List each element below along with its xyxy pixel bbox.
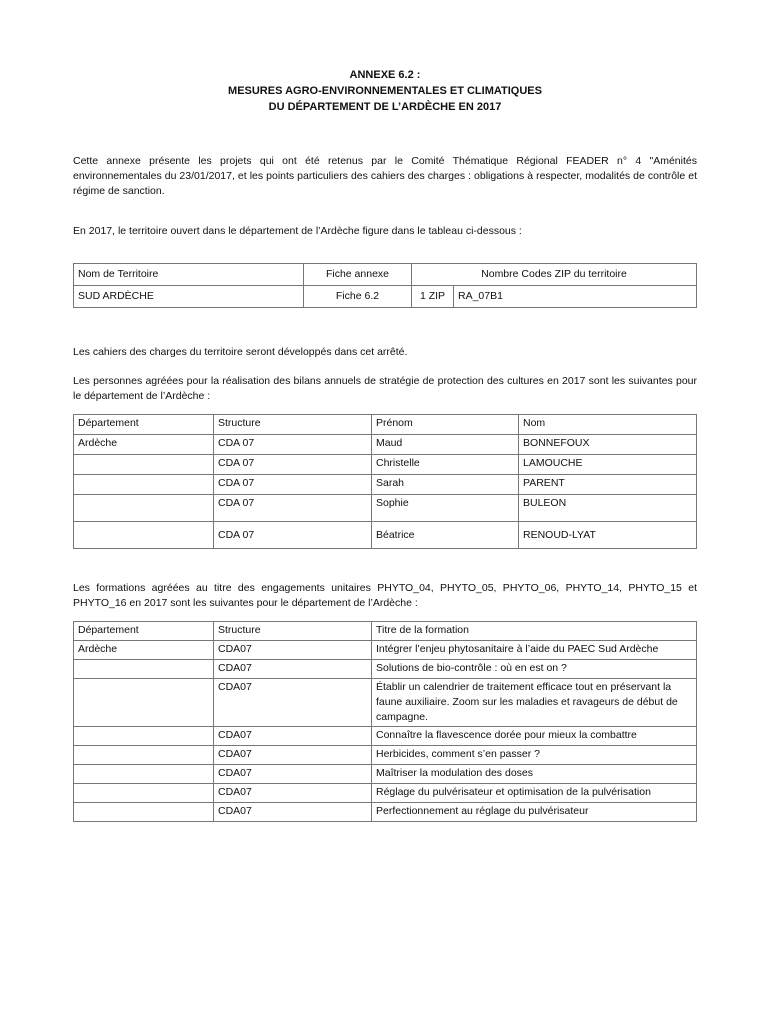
header-training-title: Titre de la formation bbox=[372, 621, 697, 640]
cell-department: Ardèche bbox=[74, 640, 214, 659]
header-structure: Structure bbox=[214, 415, 372, 435]
table-row bbox=[74, 286, 697, 308]
table-row bbox=[74, 783, 697, 802]
header-zip: Nombre Codes ZIP du territoire bbox=[412, 264, 697, 286]
header-lastname: Nom bbox=[519, 415, 697, 435]
cell-training-title: Perfectionnement au réglage du pulvérisateur bbox=[372, 802, 697, 821]
cell-firstname: Sarah bbox=[372, 475, 519, 495]
cell-department bbox=[74, 659, 214, 678]
title-line-3: DU DÉPARTEMENT DE L’ARDÈCHE EN 2017 bbox=[268, 100, 502, 113]
cell-structure: CDA07 bbox=[214, 764, 372, 783]
cell-department bbox=[74, 802, 214, 821]
cell-structure: CDA07 bbox=[214, 745, 372, 764]
cell-structure: CDA 07 bbox=[214, 495, 372, 522]
table-row bbox=[74, 640, 697, 659]
persons-table bbox=[73, 414, 697, 549]
cell-department bbox=[74, 522, 214, 549]
cell-department bbox=[74, 475, 214, 495]
table-header-row bbox=[74, 264, 697, 286]
intro-paragraph: Cette annexe présente les projets qui ont été retenus par le Comité Thématique Régional FEADER n° 4 "Aménités environnementales du 23/01/2017, et les points particuliers des cahiers des charges : obligations à respecter, modalités de contrôle et régime de sanction. bbox=[73, 154, 697, 197]
persons-intro: Les personnes agréées pour la réalisation des bilans annuels de stratégie de protection des cultures en 2017 sont les suivantes pour le département de l’Ardèche : bbox=[73, 375, 697, 403]
table-row bbox=[74, 764, 697, 783]
specs-paragraph: Les cahiers des charges du territoire seront développés dans cet arrêté. bbox=[73, 346, 408, 359]
cell-structure: CDA07 bbox=[214, 640, 372, 659]
table-row bbox=[74, 726, 697, 745]
cell-firstname: Béatrice bbox=[372, 522, 519, 549]
cell-firstname: Maud bbox=[372, 435, 519, 455]
territory-intro: En 2017, le territoire ouvert dans le département de l’Ardèche figure dans le tableau ci-dessous : bbox=[73, 224, 522, 237]
cell-training-title: Solutions de bio-contrôle : où en est on ? bbox=[372, 659, 697, 678]
cell-training-title: Connaître la flavescence dorée pour mieux la combattre bbox=[372, 726, 697, 745]
table-row bbox=[74, 455, 697, 475]
cell-structure: CDA07 bbox=[214, 678, 372, 726]
header-structure: Structure bbox=[214, 621, 372, 640]
cell-department bbox=[74, 495, 214, 522]
training-intro: Les formations agréées au titre des engagements unitaires PHYTO_04, PHYTO_05, PHYTO_06, PHYTO_14, PHYTO_15 et PHYTO_16 en 2017 sont les suivantes pour le département de l’Ardèche : bbox=[73, 582, 697, 610]
cell-training-title: Réglage du pulvérisateur et optimisation de la pulvérisation bbox=[372, 783, 697, 802]
table-header-row bbox=[74, 415, 697, 435]
title-line-2: MESURES AGRO-ENVIRONNEMENTALES ET CLIMATIQUES bbox=[228, 84, 542, 97]
cell-department: Ardèche bbox=[74, 435, 214, 455]
cell-structure: CDA07 bbox=[214, 659, 372, 678]
table-row bbox=[74, 522, 697, 549]
cell-structure: CDA 07 bbox=[214, 455, 372, 475]
cell-structure: CDA07 bbox=[214, 726, 372, 745]
header-firstname: Prénom bbox=[372, 415, 519, 435]
training-table bbox=[73, 621, 697, 822]
cell-training-title: Maîtriser la modulation des doses bbox=[372, 764, 697, 783]
cell-lastname: RENOUD-LYAT bbox=[519, 522, 697, 549]
cell-training-title: Établir un calendrier de traitement efficace tout en préservant la faune auxiliaire. Zoom sur les maladies et ravageurs de début de campagne. bbox=[372, 678, 697, 726]
cell-firstname: Sophie bbox=[372, 495, 519, 522]
cell-training-title: Intégrer l’enjeu phytosanitaire à l’aide du PAEC Sud Ardèche bbox=[372, 640, 697, 659]
cell-zip-code: RA_07B1 bbox=[454, 286, 697, 308]
cell-structure: CDA07 bbox=[214, 783, 372, 802]
cell-structure: CDA07 bbox=[214, 802, 372, 821]
cell-department bbox=[74, 726, 214, 745]
territory-table bbox=[73, 263, 697, 308]
title-line-1: ANNEXE 6.2 : bbox=[349, 69, 421, 81]
table-row bbox=[74, 495, 697, 522]
cell-lastname: PARENT bbox=[519, 475, 697, 495]
cell-structure: CDA 07 bbox=[214, 522, 372, 549]
header-sheet: Fiche annexe bbox=[304, 264, 412, 286]
cell-department bbox=[74, 678, 214, 726]
cell-zip-count: 1 ZIP bbox=[412, 286, 454, 308]
table-row bbox=[74, 435, 697, 455]
table-row bbox=[74, 745, 697, 764]
cell-department bbox=[74, 783, 214, 802]
cell-lastname: LAMOUCHE bbox=[519, 455, 697, 475]
cell-firstname: Christelle bbox=[372, 455, 519, 475]
cell-department bbox=[74, 455, 214, 475]
header-department: Département bbox=[74, 415, 214, 435]
cell-structure: CDA 07 bbox=[214, 475, 372, 495]
cell-lastname: BONNEFOUX bbox=[519, 435, 697, 455]
header-department: Département bbox=[74, 621, 214, 640]
table-row bbox=[74, 659, 697, 678]
header-territory-name: Nom de Territoire bbox=[74, 264, 304, 286]
cell-department bbox=[74, 764, 214, 783]
table-header-row bbox=[74, 621, 697, 640]
cell-lastname: BULEON bbox=[519, 495, 697, 522]
table-row bbox=[74, 678, 697, 726]
table-row bbox=[74, 475, 697, 495]
cell-structure: CDA 07 bbox=[214, 435, 372, 455]
cell-territory-name: SUD ARDÈCHE bbox=[74, 286, 304, 308]
document-title bbox=[73, 68, 697, 116]
table-row bbox=[74, 802, 697, 821]
cell-sheet: Fiche 6.2 bbox=[304, 286, 412, 308]
document-page bbox=[73, 68, 697, 822]
cell-training-title: Herbicides, comment s’en passer ? bbox=[372, 745, 697, 764]
cell-department bbox=[74, 745, 214, 764]
